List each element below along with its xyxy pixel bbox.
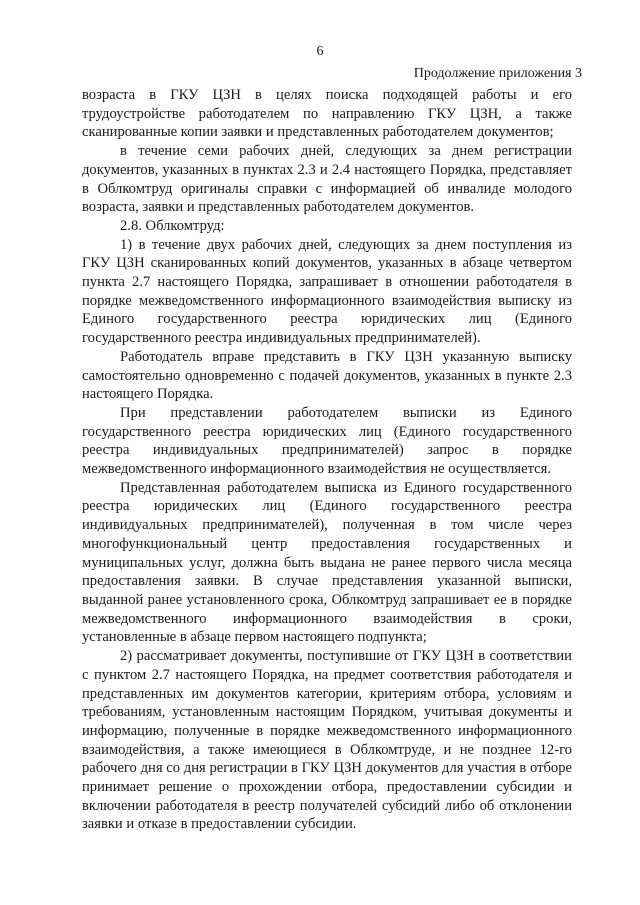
page-number: 6 [316,44,324,59]
paragraph-1: возраста в ГКУ ЦЗН в целях поиска подходящей работы и его трудоустройстве работодателем по направлению ГКУ ЦЗН, а также сканированные копии заявки и представленных работодателем документов; [82,87,572,141]
paragraph-5: Работодатель вправе представить в ГКУ ЦЗН указанную выписку самостоятельно одновременно с подачей документов, указанных в пункте 2.3 настоящего Порядка. [82,348,572,403]
paragraph-3: 2.8. Облкомтруд: [120,217,225,234]
appendix-continuation-label: Продолжение приложения 3 [413,66,582,81]
paragraph-4: 1) в течение двух рабочих дней, следующих за днем поступления из ГКУ ЦЗН сканированных копий документов, указанных в абзаце четвертом пункта 2.7 настоящего Порядка, запрашивает в отношении работодателя в порядке межведомственного информационного взаимодействия выписку из Единого государственного реестра юридических лиц (Единого государственного реестра индивидуальных предпринимателей). [82,236,572,347]
paragraph-8: 2) рассматривает документы, поступившие от ГКУ ЦЗН в соответствии с пунктом 2.7 настоящего Порядка, на предмет соответствия работодателя и представленных им документов категории, критериям отбора, условиям и требованиям, установленным настоящим Порядком, учитывая документы и информацию, полученные в порядке межведомственного информационного взаимодействия, а также имеющиеся в Облкомтруде, и не позднее 12-го рабочего дня со дня регистрации в ГКУ ЦЗН документов для участия в отборе принимает решение о прохождении отбора, предоставлении субсидии и включении работодателя в реестр получателей субсидий либо об отклонении заявки и отказе в предоставлении субсидии. [82,648,572,833]
paragraph-2: в течение семи рабочих дней, следующих за днем регистрации документов, указанных в пунктах 2.3 и 2.4 настоящего Порядка, представляет в Облкомтруд оригиналы справки с информацией об инвалиде молодого возраста, заявки и представленных работодателем документов. [82,143,572,216]
paragraph-7: Представленная работодателем выписка из Единого государственного реестра юридических лиц (Единого государственного реестра индивидуальных предпринимателей), полученная в том числе через многофункциональный центр предоставления государственных и муниципальных услуг, должна быть выдана не ранее первого числа месяца предоставления заявки. В случае представления указанной выписки, выданной ранее установленного срока, Облкомтруд запрашивает ее в порядке межведомственного информационного взаимодействия в сроки, установленные в абзаце первом настоящего подпункта; [82,479,572,646]
document-body [82,86,572,834]
paragraph-6: При представлении работодателем выписки из Единого государственного реестра юридических лиц (Единого государственного реестра индивидуальных предпринимателей) запрос в порядке межведомственного информационного взаимодействия не осуществляется. [82,404,572,478]
